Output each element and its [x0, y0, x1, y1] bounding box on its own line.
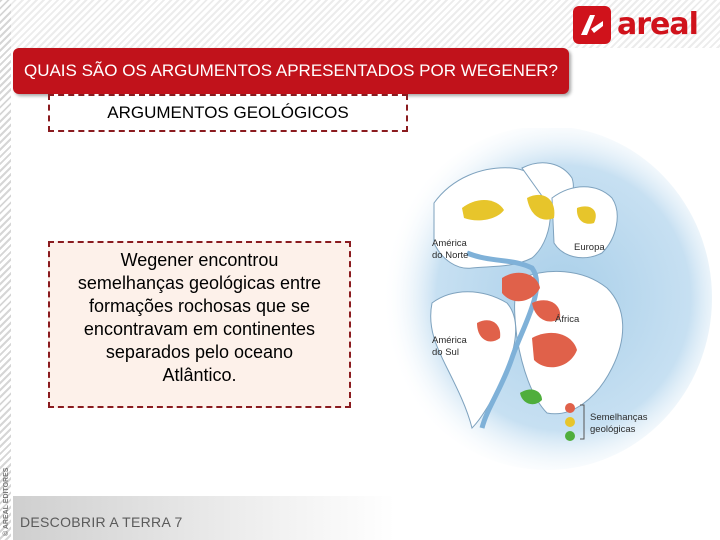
label-south-america-1: América [432, 335, 467, 346]
copyright-text: © AREAL EDITORES [3, 467, 10, 536]
body-line: Atlântico. [162, 365, 237, 385]
body-line: formações rochosas que se [88, 296, 311, 316]
pangaea-map [372, 128, 712, 473]
page-title: QUAIS SÃO OS ARGUMENTOS APRESENTADOS POR WEGENER? [13, 48, 569, 94]
areal-logo-icon [573, 6, 611, 44]
legend-swatch-yellow [565, 417, 575, 427]
body-text-box [48, 241, 351, 408]
footer-text: DESCOBRIR A TERRA 7 [20, 514, 183, 530]
legend-swatch-red [565, 403, 575, 413]
body-line: separados pelo oceano [105, 342, 294, 362]
legend-title-1: Semelhanças [590, 412, 648, 423]
label-north-america-1: América [432, 238, 467, 249]
body-line: Wegener encontrou [120, 250, 279, 270]
label-north-america-2: do Norte [432, 250, 469, 261]
areal-logo [573, 6, 713, 44]
logo-text: areal [617, 7, 698, 42]
legend-title-2: geológicas [590, 424, 636, 435]
label-south-america-2: do Sul [432, 347, 459, 358]
label-europe: Europa [574, 242, 605, 253]
label-africa: África [555, 314, 580, 325]
legend-swatch-green [565, 431, 575, 441]
body-line: encontravam em continentes [83, 319, 316, 339]
side-stripes [0, 0, 11, 540]
body-line: semelhanças geológicas entre [77, 273, 322, 293]
section-subtitle: ARGUMENTOS GEOLÓGICOS [48, 94, 408, 132]
